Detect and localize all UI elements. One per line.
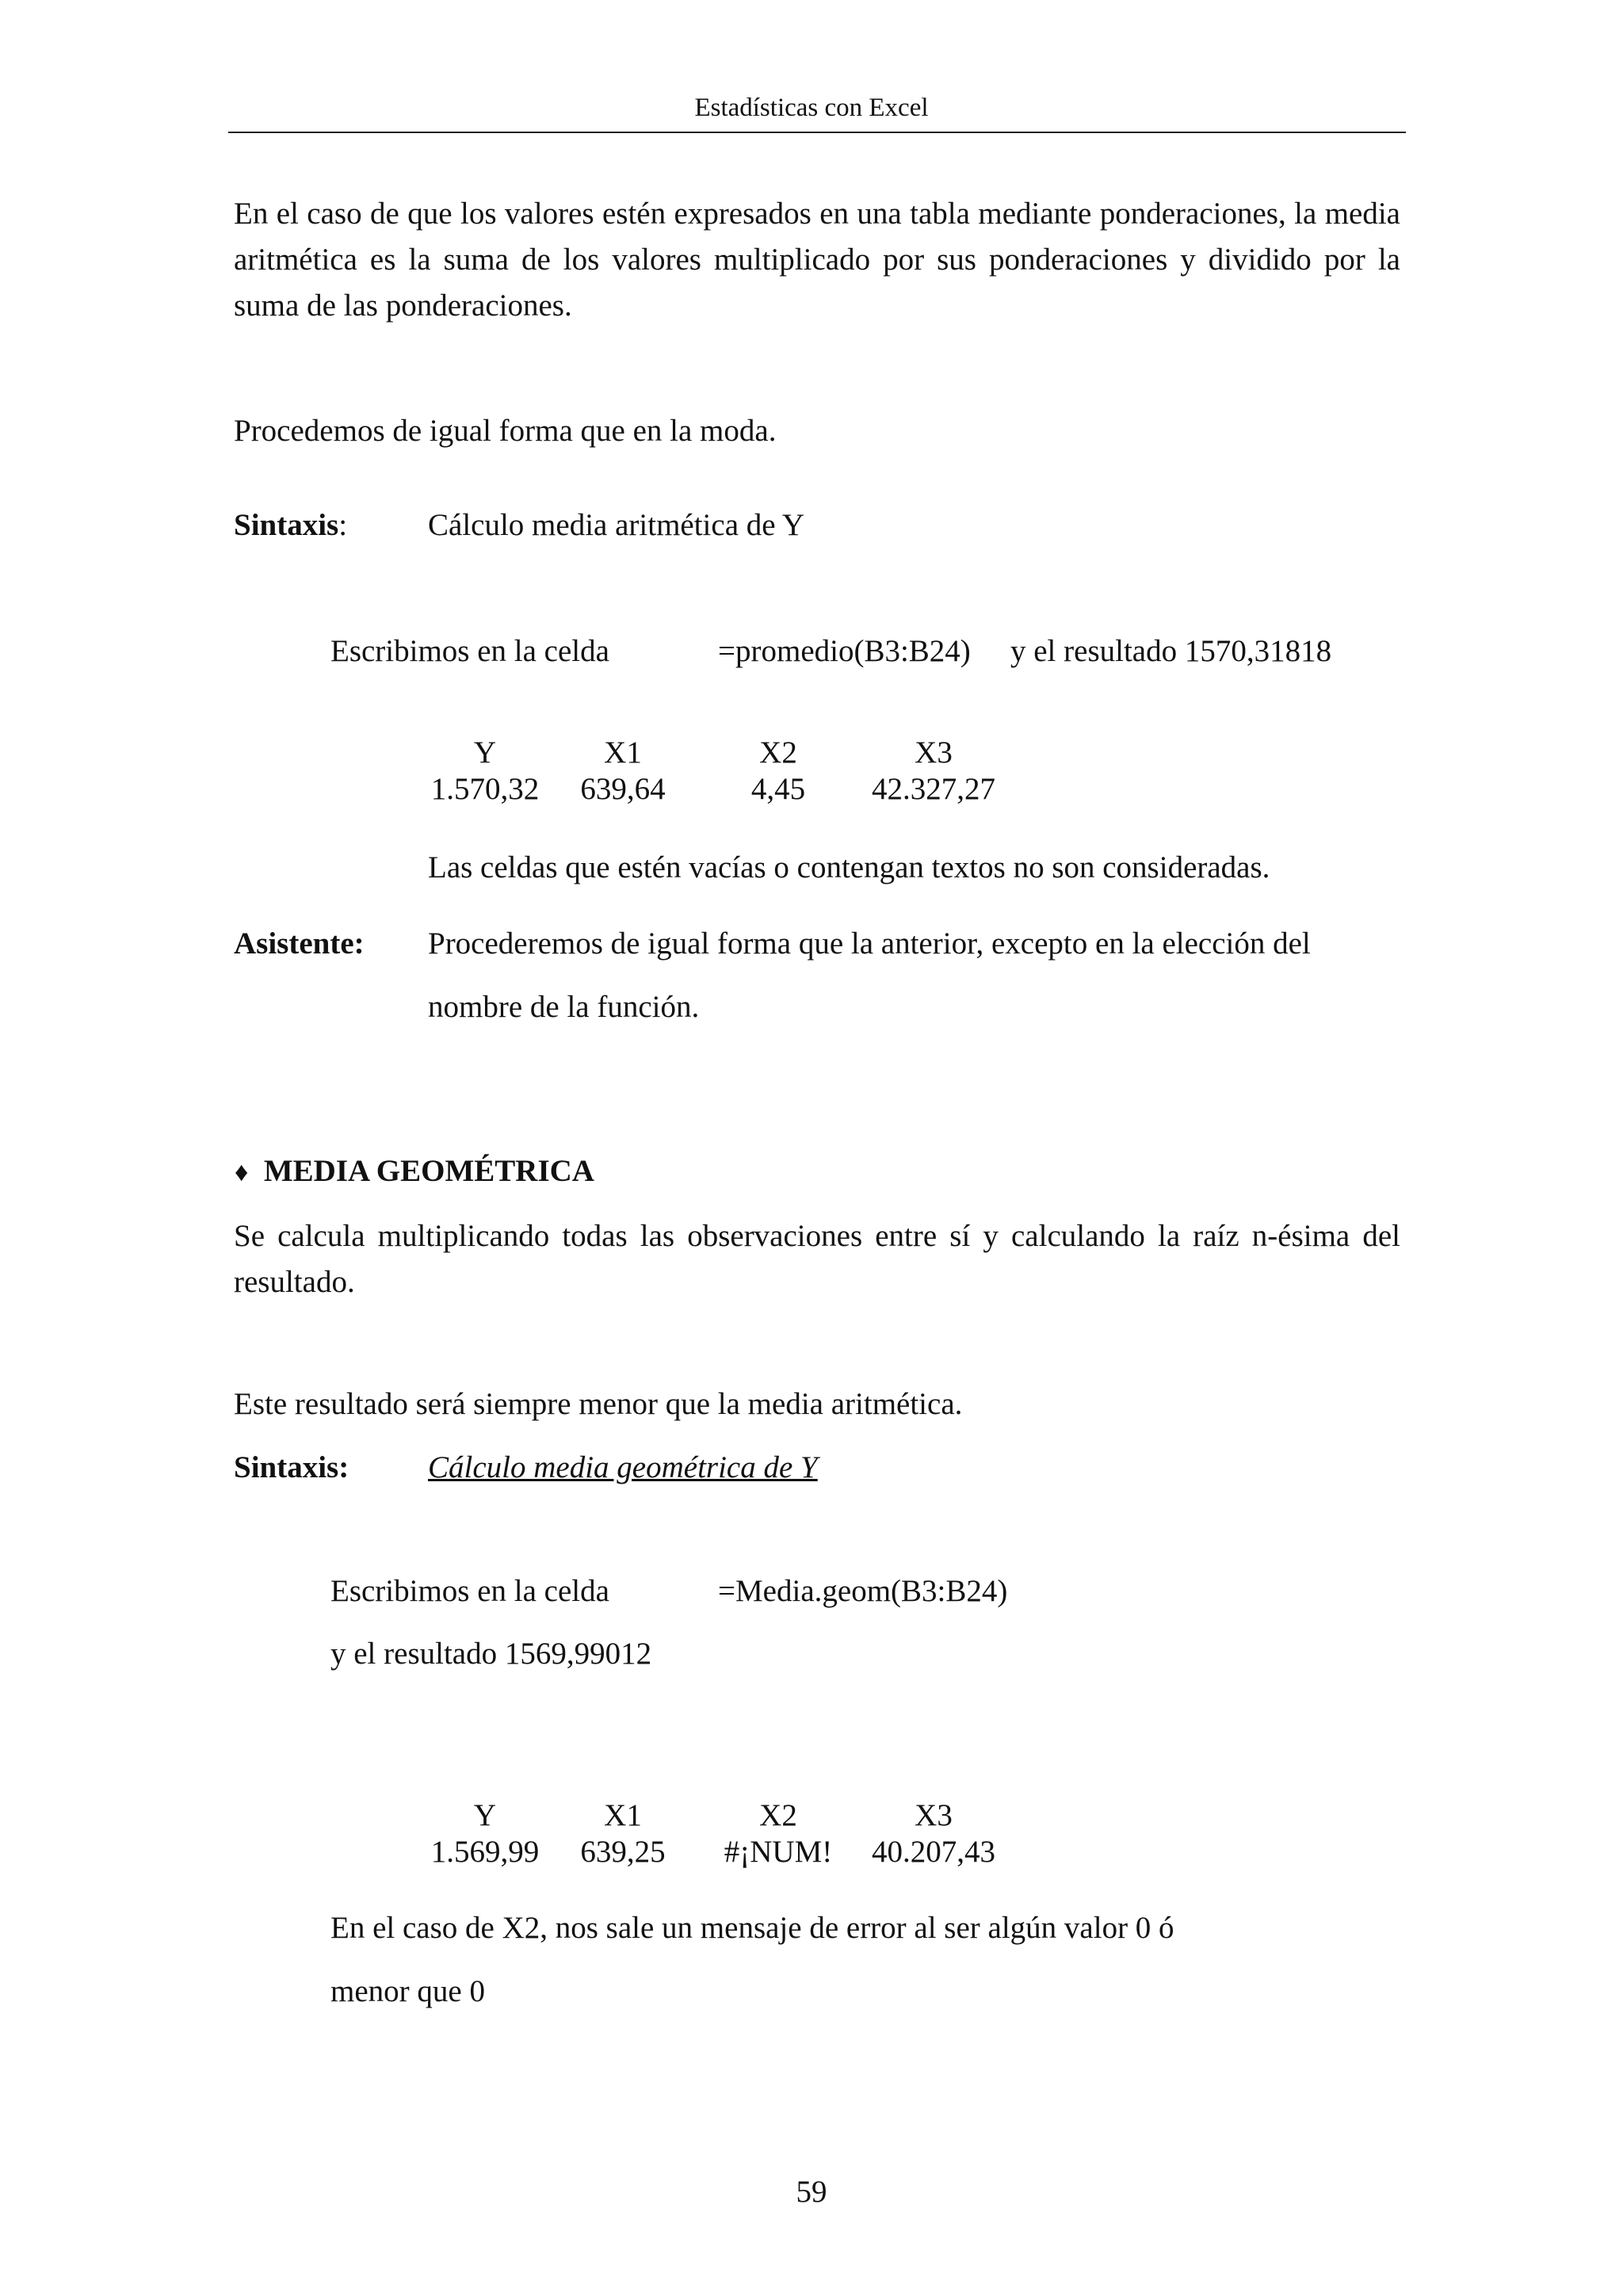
sintaxis-label: Sintaxis: xyxy=(234,508,348,542)
page-number: 59 xyxy=(796,2175,827,2209)
table-value-x1: 639,25 xyxy=(580,1835,666,1869)
resultado-text: y el resultado 1570,31818 xyxy=(1010,634,1332,668)
table-header-x1: X1 xyxy=(604,1798,642,1832)
results-table-geometric xyxy=(0,1797,1623,1877)
formula-media-geom: =Media.geom(B3:B24) xyxy=(718,1574,1008,1608)
results-table-arithmetic xyxy=(0,735,1623,814)
geometric-property-paragraph: Este resultado será siempre menor que la media aritmética. xyxy=(234,1387,963,1421)
escribimos-text: Escribimos en la celda xyxy=(330,634,609,668)
table-value-x2: #¡NUM! xyxy=(724,1835,833,1869)
table-value-x2: 4,45 xyxy=(750,772,806,806)
table-header-y: Y xyxy=(473,1798,497,1832)
intro-paragraph: En el caso de que los valores estén expresados en una tabla mediante ponderaciones, la media aritmética es la suma de los valores multiplicado por sus ponderaciones y dividido por la suma de las ponderaciones. xyxy=(234,197,1400,323)
sintaxis-text-geometric: Cálculo media geométrica de Y xyxy=(428,1450,818,1484)
escribimos-text-geometric: Escribimos en la celda xyxy=(330,1574,609,1608)
sintaxis-label-geometric: Sintaxis: xyxy=(234,1450,349,1484)
resultado-text-geometric: y el resultado 1569,99012 xyxy=(330,1637,652,1671)
table-value-y: 1.569,99 xyxy=(430,1835,540,1869)
procedure-paragraph: Procedemos de igual forma que en la moda. xyxy=(234,414,777,448)
table-value-x3: 42.327,27 xyxy=(872,772,995,806)
section-heading-media-geometrica: ♦ MEDIA GEOMÉTRICA xyxy=(235,1154,594,1188)
table-value-x1: 639,64 xyxy=(580,772,666,806)
formula-promedio: =promedio(B3:B24) xyxy=(718,634,971,668)
diamond-bullet-icon: ♦ xyxy=(235,1158,249,1187)
table-header-x1: X1 xyxy=(604,735,642,770)
table-header-x3: X3 xyxy=(915,1798,953,1832)
table-value-y: 1.570,32 xyxy=(430,772,540,806)
table-value-x3: 40.207,43 xyxy=(872,1835,995,1869)
table-header-x2: X2 xyxy=(759,1798,797,1832)
error-note-line1: En el caso de X2, nos sale un mensaje de error al ser algún valor 0 ó xyxy=(330,1911,1174,1945)
geometric-definition-paragraph: Se calcula multiplicando todas las observaciones entre sí y calculando la raíz n-ésima del resultado. xyxy=(234,1219,1400,1299)
asistente-label: Asistente: xyxy=(234,926,365,961)
sintaxis-text: Cálculo media aritmética de Y xyxy=(428,508,805,542)
header-rule xyxy=(228,132,1406,133)
asistente-text-line1: Procederemos de igual forma que la anterior, excepto en la elección del xyxy=(428,926,1311,961)
table-header-x3: X3 xyxy=(915,735,953,770)
error-note-line2: menor que 0 xyxy=(330,1974,485,2008)
table-header-x2: X2 xyxy=(759,735,797,770)
table-header-y: Y xyxy=(473,735,497,770)
empty-cells-note: Las celdas que estén vacías o contengan textos no son consideradas. xyxy=(428,850,1270,884)
running-header: Estadísticas con Excel xyxy=(694,94,929,122)
asistente-text-line2: nombre de la función. xyxy=(428,990,700,1024)
